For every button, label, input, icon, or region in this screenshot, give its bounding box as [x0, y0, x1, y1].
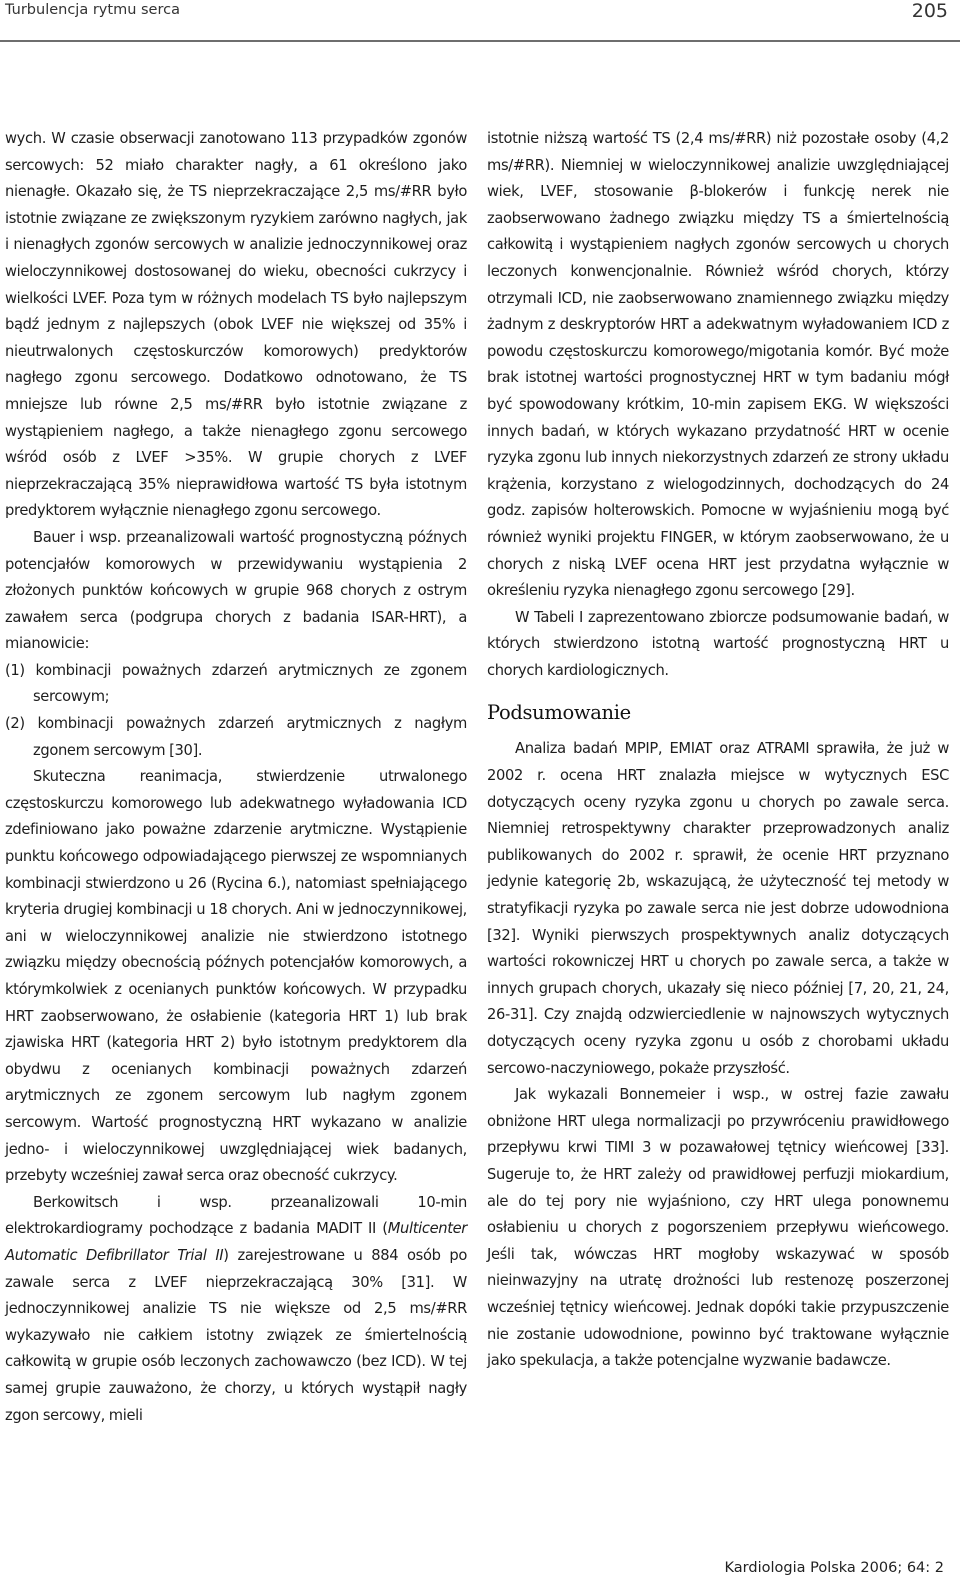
- journal-footer: Kardiologia Polska 2006; 64: 2: [724, 1560, 944, 1576]
- paragraph: wych. W czasie obserwacji zanotowano 113 przypadków zgonów sercowych: 52 miało charakter nagły, a 61 określono jako nienagłe. Okazało się, że TS nieprzekraczające 2,5 ms/#RR było istotnie związane ze zwiększonym ryzykiem zarówno nagłych, jak i nienagłych zgonów sercowych w analizie jednoczynnikowej oraz wieloczynnikowej dostosowanej do wieku, obecności cukrzycy i wielkości LVEF. Poza tym w różnych modelach TS było najlepszym bądź jednym z najlepszych (obok LVEF nie większej od 35% i nieutrwalonych częstoskurczów komorowych) predyktorów nagłego zgonu sercowego. Dodatkowo odnotowano, że TS mniejsze lub równe 2,5 ms/#RR było istotnie związane z wystąpieniem nagłego, a także nienagłego zgonu sercowego wśród osób z LVEF >35%. W grupie chorych z LVEF nieprzekraczającą 35% nieprawidłowa wartość TS była istotnym predyktorem wyłącznie nienagłego zgonu sercowego.: [5, 130, 467, 520]
- paragraph: istotnie niższą wartość TS (2,4 ms/#RR) niż pozostałe osoby (4,2 ms/#RR). Niemniej w wieloczynnikowej analizie uwzględniającej wiek, LVEF, stosowanie β-blokerów i funkcję nerek nie zaobserwowano żadnego związku między TS a śmiertelnością całkowitą i wystąpieniem nagłych zgonów sercowych u chorych leczonych konwencjonalnie. Również wśród chorych, którzy otrzymali ICD, nie zaobserwowano znamiennego związku między żadnym z deskryptorów HRT a adekwatnym wyładowaniem ICD z powodu częstoskurczu komorowego/migotania komór. Być może brak istotnej wartości prognostycznej HRT w tym badaniu mógł być spowodowany krótkim, 10-min zapisem EKG. W większości innych badań, w których wykazano przydatność HRT w ocenie ryzyka zgonu lub innych niekorzystnych zdarzeń ze strony układu krążenia, korzystano z wielogodzinnych, dochodzących do 24 godz. zapisów holterowskich. Pomocne w wyjaśnieniu mogą być również wyniki projektu FINGER, w którym zaobserwowano, że u chorych z niską LVEF ocena HRT jest przydatna wyłącznie w określeniu ryzyka nienagłego zgonu sercowego [29].: [487, 130, 949, 600]
- paragraph: Bauer i wsp. przeanalizowali wartość prognostyczną późnych potencjałów komorowych w przewidywaniu wystąpienia 2 złożonych punktów końcowych w grupie 968 chorych z ostrym zawałem serca (podgrupa chorych z badania ISAR-HRT), a mianowicie:: [5, 528, 467, 653]
- paragraph: W Tabeli I zaprezentowano zbiorcze podsumowanie badań, w których stwierdzono istotną wartość prognostyczną HRT u chorych kardiologicznych.: [487, 608, 949, 679]
- paragraph-text: ) zarejestrowane u 884 osób po zawale serca z LVEF nieprzekraczającą 30% [31]. W jednoczynnikowej analizie TS nie większe od 2,5 ms/#RR wykazywało nie całkiem istotny związek ze śmiertelnością całkowitą w grupie osób leczonych zachowawczo (bez ICD). W tej samej grupie zauważono, że chorzy, u których wystąpił nagły zgon sercowy, mieli: [5, 1246, 467, 1424]
- right-column: [487, 126, 949, 1375]
- trial-name-italic: Multicenter Automatic Defibrillator Trial II: [5, 1220, 467, 1264]
- list-item: (2) kombinacji poważnych zdarzeń arytmicznych z nagłym zgonem sercowym [30].: [5, 715, 467, 759]
- paragraph: Analiza badań MPIP, EMIAT oraz ATRAMI sprawiła, że już w 2002 r. ocena HRT znalazła miejsce w wytycznych ESC dotyczących oceny ryzyka zgonu u chorych po zawale serca. Niemniej retrospektywny charakter przeprowadzonych analiz publikowanych do 2002 r. sprawił, że ocenie HRT przyznano jedynie kategorię 2b, wskazującą, że użyteczność tej metody w stratyfikacji ryzyka po zawale serca nie jest dobrze udowodniona [32]. Wyniki pierwszych prospektywnych analiz dotyczących wartości rokowniczej HRT u chorych po zawale serca, a także w innych grupach chorych, ukazały się nieco później [7, 20, 21, 24, 26-31]. Czy znajdą odzwierciedlenie w najnowszych wytycznych dotyczących oceny ryzyka zgonu u osób z chorobami układu sercowo-naczyniowego, pokaże przyszłość.: [487, 740, 949, 1077]
- left-column: [5, 126, 467, 1429]
- paragraph: Skuteczna reanimacja, stwierdzenie utrwalonego częstoskurczu komorowego lub adekwatnego wyładowania ICD zdefiniowano jako poważne zdarzenie arytmiczne. Wystąpienie punktu końcowego odpowiadającego pierwszej ze wspomnianych kombinacji stwierdzono u 26 (Rycina 6.), natomiast spełniającego kryteria drugiej kombinacji u 18 chorych. Ani w jednoczynnikowej, ani w wieloczynnikowej analizie nie stwierdzono istotnego związku między obecnością późnych potencjałów komorowych, a którymkolwiek z ocenianych punktów końcowych. W przypadku HRT zaobserwowano, że osłabienie (kategoria HRT 1) lub brak zjawiska HRT (kategoria HRT 2) było istotnym predyktorem dla obydwu z ocenianych kombinacji poważnych zdarzeń arytmicznych ze zgonem sercowym lub nagłym zgonem sercowym. Wartość prognostyczną HRT wykazano w analizie jedno- i wieloczynnikowej uwzględniającej wiek badanych, przebyty wcześniej zawał serca oraz obecność cukrzycy.: [5, 768, 467, 1185]
- running-title: Turbulencja rytmu serca: [5, 2, 180, 18]
- page-number: 205: [911, 0, 948, 22]
- paragraph-text: Berkowitsch i wsp. przeanalizowali 10-min elektrokardiogramy pochodzące z badania MADIT II (: [5, 1193, 467, 1238]
- list-item: (1) kombinacji poważnych zdarzeń arytmicznych ze zgonem sercowym;: [5, 661, 467, 706]
- running-header: [0, 0, 960, 42]
- section-heading: Podsumowanie: [487, 701, 631, 725]
- paragraph: [5, 1190, 467, 1429]
- paragraph: Jak wykazali Bonnemeier i wsp., w ostrej fazie zawału obniżone HRT ulega normalizacji po przywróceniu prawidłowego przepływu krwi TIMI 3 w pozawałowej tętnicy wieńcowej [33]. Sugeruje to, że HRT zależy od prawidłowej perfuzji miokardium, ale do tej pory nie wyjaśniono, czy HRT ulega ponownemu osłabieniu u chorych z pogorszeniem przepływu wieńcowego. Jeśli tak, wówczas HRT mogłoby wskazywać w sposób nieinwazyjny na utratę drożności lub restenozę poszerzonej wcześniej tętnicy wieńcowej. Jednak dopóki takie przypuszczenie nie zostanie udowodnione, powinno być traktowane wyłącznie jako spekulacja, a także potencjalne wyzwanie badawcze.: [487, 1086, 949, 1370]
